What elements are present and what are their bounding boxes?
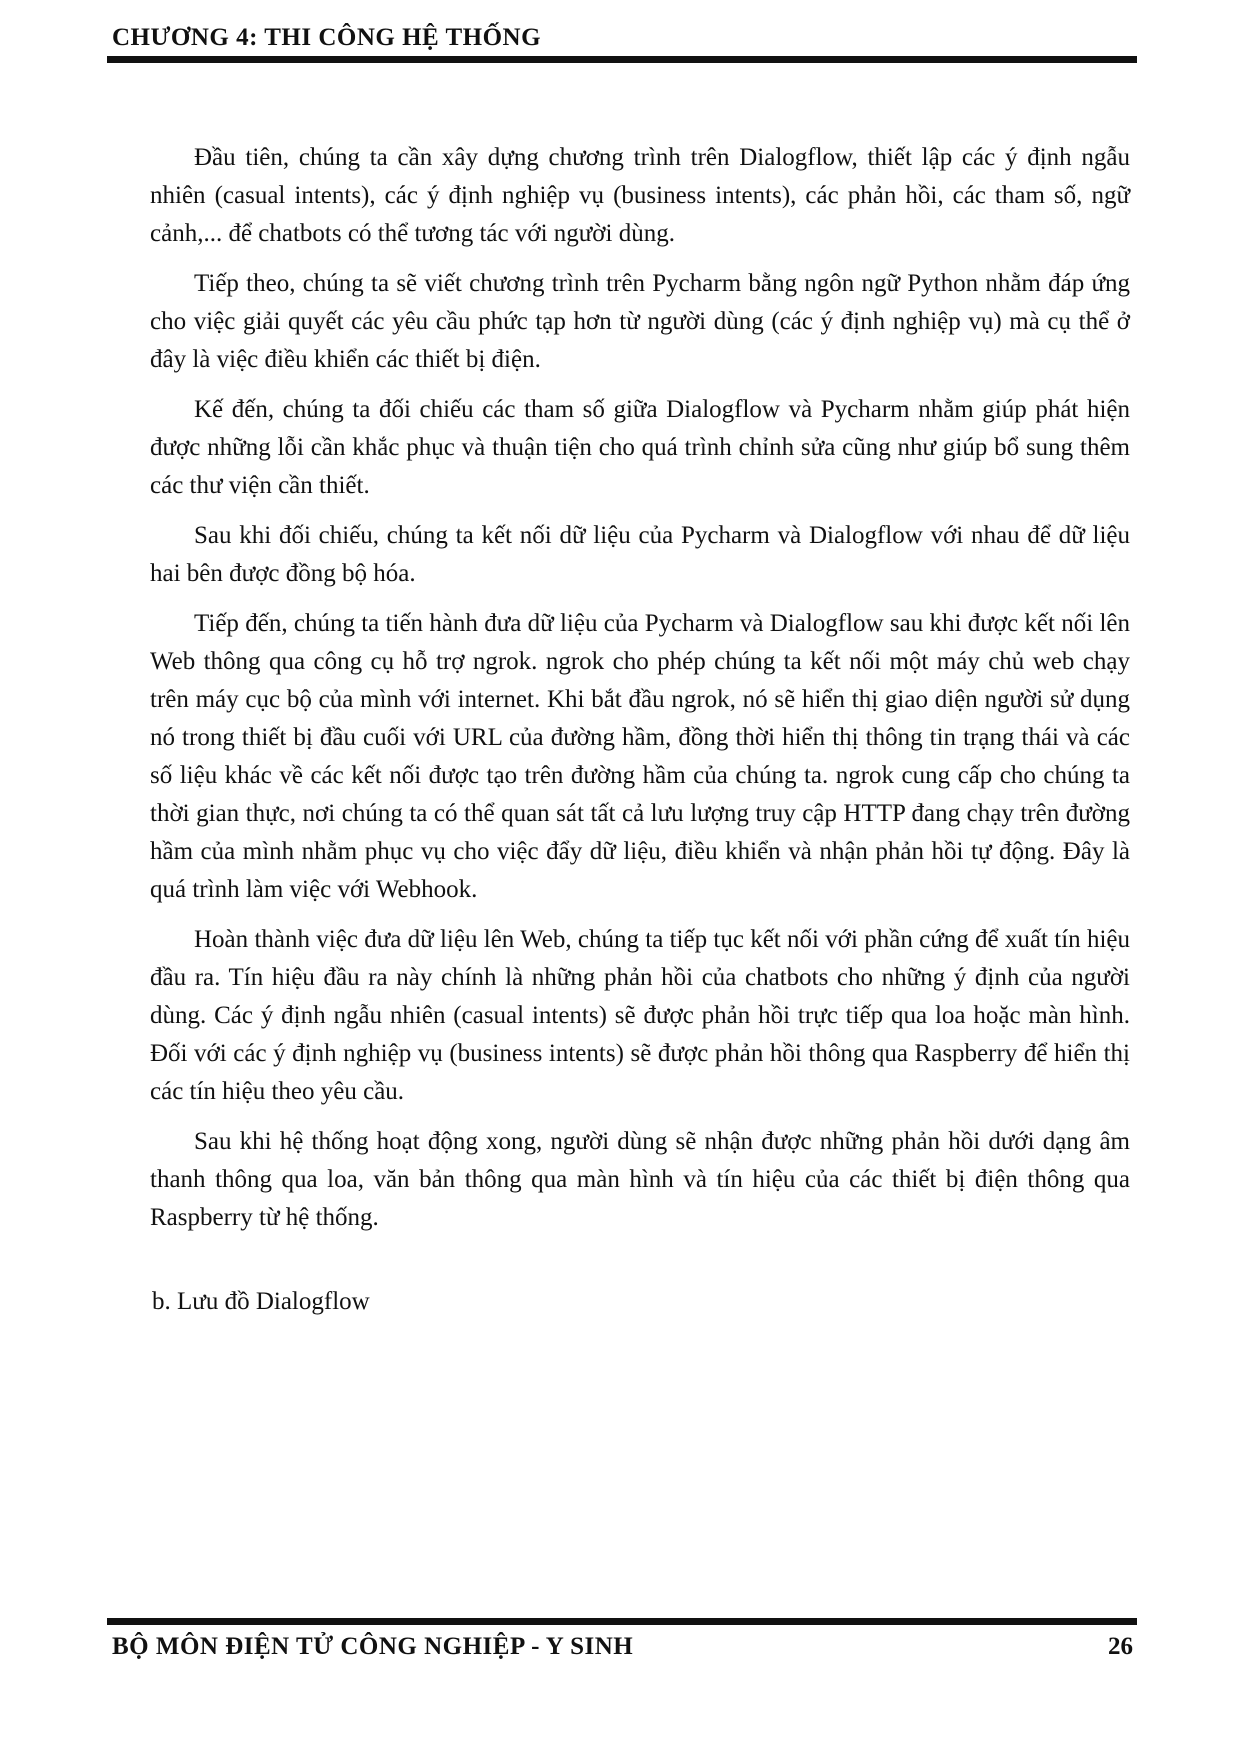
paragraph-6: Hoàn thành việc đưa dữ liệu lên Web, chúng ta tiếp tục kết nối với phần cứng để xuất tín hiệu đầu ra. Tín hiệu đầu ra này chính là những phản hồi của chatbots cho những ý định của người dùng. Các ý định ngẫu nhiên (casual intents) sẽ được phản hồi trực tiếp qua loa hoặc màn hình. Đối với các ý định nghiệp vụ (business intents) sẽ được phản hồi thông qua Raspberry để hiển thị các tín hiệu theo yêu cầu.	[150, 926, 1130, 1105]
chapter-title: CHƯƠNG 4: THI CÔNG HỆ THỐNG	[112, 24, 542, 51]
section-heading: b. Lưu đồ Dialogflow	[152, 1288, 370, 1315]
paragraph-1: Đầu tiên, chúng ta cần xây dựng chương trình trên Dialogflow, thiết lập các ý định ngẫu nhiên (casual intents), các ý định nghiệp vụ (business intents), các phản hồi, các tham số, ngữ cảnh,... để chatbots có thể tương tác với người dùng.	[150, 144, 1130, 247]
footer-rule	[107, 1618, 1137, 1625]
paragraph-2: Tiếp theo, chúng ta sẽ viết chương trình trên Pycharm bằng ngôn ngữ Python nhằm đáp ứng cho việc giải quyết các yêu cầu phức tạp hơn từ người dùng (các ý định nghiệp vụ) mà cụ thể ở đây là việc điều khiển các thiết bị điện.	[150, 270, 1130, 373]
page-number: 26	[1108, 1633, 1133, 1660]
footer-department: BỘ MÔN ĐIỆN TỬ CÔNG NGHIỆP - Y SINH	[112, 1633, 634, 1660]
header-rule	[107, 56, 1137, 63]
paragraph-4: Sau khi đối chiếu, chúng ta kết nối dữ liệu của Pycharm và Dialogflow với nhau để dữ liệu hai bên được đồng bộ hóa.	[150, 522, 1130, 587]
paragraph-7: Sau khi hệ thống hoạt động xong, người dùng sẽ nhận được những phản hồi dưới dạng âm thanh thông qua loa, văn bản thông qua màn hình và tín hiệu của các thiết bị điện thông qua Raspberry từ hệ thống.	[150, 1128, 1130, 1231]
paragraph-3: Kế đến, chúng ta đối chiếu các tham số giữa Dialogflow và Pycharm nhằm giúp phát hiện được những lỗi cần khắc phục và thuận tiện cho quá trình chỉnh sửa cũng như giúp bổ sung thêm các thư viện cần thiết.	[150, 396, 1130, 499]
paragraph-5: Tiếp đến, chúng ta tiến hành đưa dữ liệu của Pycharm và Dialogflow sau khi được kết nối lên Web thông qua công cụ hỗ trợ ngrok. ngrok cho phép chúng ta kết nối một máy chủ web chạy trên máy cục bộ của mình với internet. Khi bắt đầu ngrok, nó sẽ hiển thị giao diện người sử dụng nó trong thiết bị đầu cuối với URL của đường hầm, đồng thời hiển thị thông tin trạng thái và các số liệu khác về các kết nối được tạo trên đường hầm của chúng ta. ngrok cung cấp cho chúng ta thời gian thực, nơi chúng ta có thể quan sát tất cả lưu lượng truy cập HTTP đang chạy trên đường hầm của mình nhằm phục vụ cho việc đẩy dữ liệu, điều khiển và nhận phản hồi tự động. Đây là quá trình làm việc với Webhook.	[150, 610, 1130, 903]
body-content	[150, 139, 1130, 1237]
